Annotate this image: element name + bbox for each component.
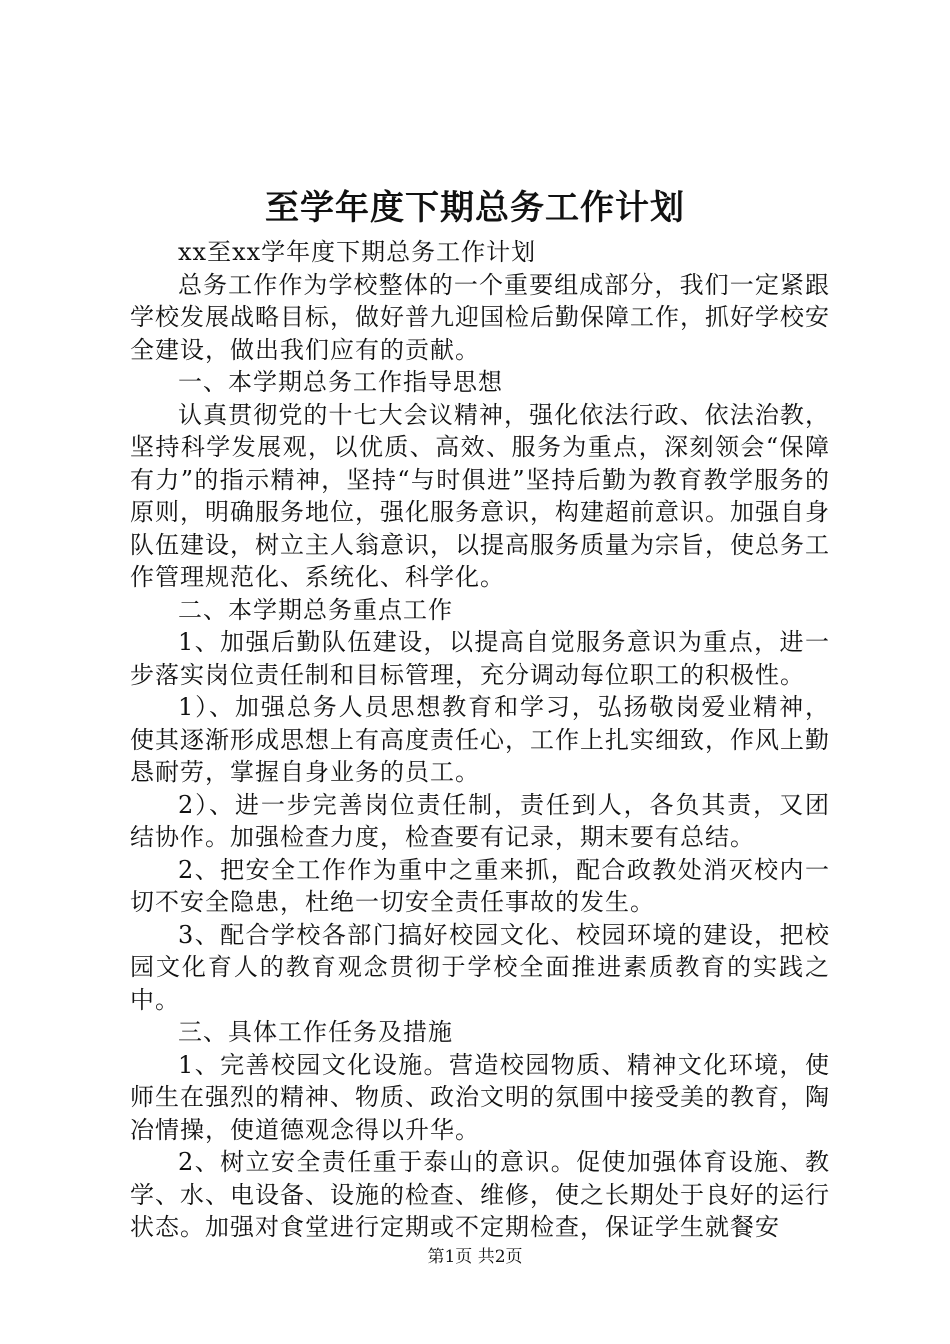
paragraph: 2、把安全工作作为重中之重来抓，配合政教处消灭校内一切不安全隐患，杜绝一切安全责任事故的发生。	[130, 855, 830, 916]
paragraph: 1、加强后勤队伍建设，以提高自觉服务意识为重点，进一步落实岗位责任制和目标管理，充分调动每位职工的积极性。	[130, 628, 830, 689]
paragraph: 1）、加强总务人员思想教育和学习，弘扬敬岗爱业精神，使其逐渐形成思想上有高度责任心，工作上扎实细致，作风上勤恳耐劳，掌握自身业务的员工。	[130, 693, 830, 786]
section-heading: 二、本学期总务重点工作	[178, 595, 453, 624]
paragraph: xx至xx学年度下期总务工作计划	[178, 238, 537, 266]
paragraph: 1、完善校园文化设施。营造校园物质、精神文化环境，使师生在强烈的精神、物质、政治文明的氛围中接受美的教育，陶冶情操，使道德观念得以升华。	[130, 1050, 830, 1144]
paragraph: 2、树立安全责任重于泰山的意识。促使加强体育设施、教学、水、电设备、设施的检查、维修，使之长期处于良好的运行状态。加强对食堂进行定期或不定期检查，保证学生就餐安	[130, 1148, 830, 1241]
document-body	[130, 236, 830, 1244]
section-heading: 一、本学期总务工作指导思想	[178, 368, 503, 396]
section-heading: 三、具体工作任务及措施	[178, 1018, 453, 1046]
paragraph: 认真贯彻党的十七大会议精神，强化依法行政、依法治教，坚持科学发展观，以优质、高效、服务为重点，深刻领会“保障有力”的指示精神，坚持“与时俱进”坚持后勤为教育教学服务的原则，明确服务地位，强化服务意识，构建超前意识。加强自身队伍建设，树立主人翁意识，以提高服务质量为宗旨，使总务工作管理规范化、系统化、科学化。	[130, 400, 830, 591]
paragraph: 2）、进一步完善岗位责任制，责任到人，各负其责，又团结协作。加强检查力度，检查要有记录，期末要有总结。	[130, 790, 830, 851]
page-footer: 第1页 共2页	[427, 1247, 523, 1267]
document-title: 至学年度下期总务工作计划	[265, 188, 685, 228]
paragraph: 3、配合学校各部门搞好校园文化、校园环境的建设，把校园文化育人的教育观念贯彻于学校全面推进素质教育的实践之中。	[130, 920, 830, 1014]
paragraph: 总务工作作为学校整体的一个重要组成部分，我们一定紧跟学校发展战略目标，做好普九迎国检后勤保障工作，抓好学校安全建设，做出我们应有的贡献。	[130, 270, 830, 364]
